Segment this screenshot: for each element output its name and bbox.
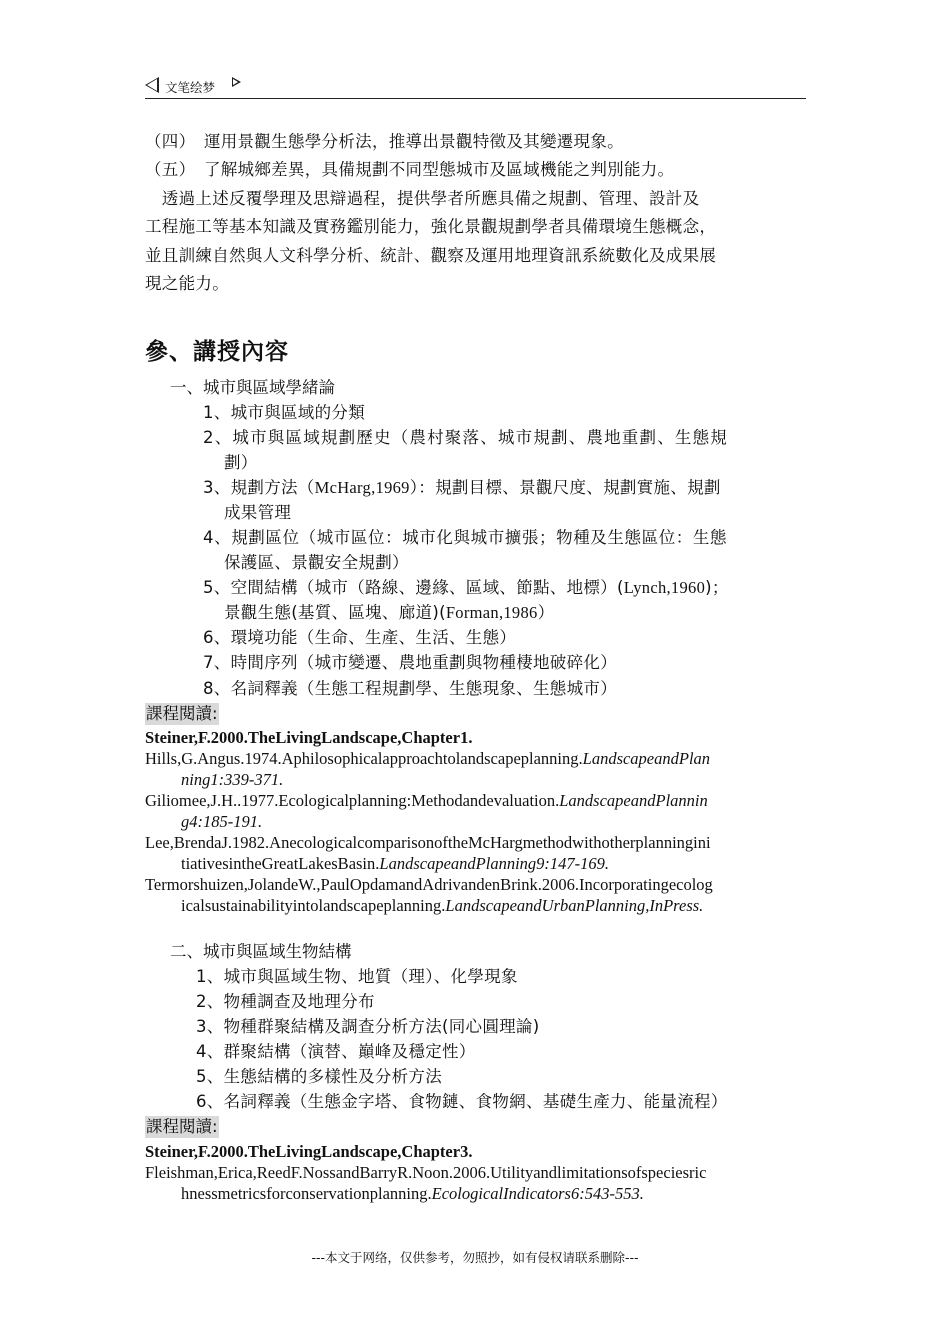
reading-entry-cont: tiativesintheGreatLakesBasin.LandscapeandPlanning9:147-169. <box>181 854 610 873</box>
reading-entry-cont: ning1:339-371. <box>181 770 284 789</box>
intro-paragraph-line: 現之能力。 <box>145 274 229 293</box>
reading-entry: Fleishman,Erica,ReedF.NossandBarryR.Noon.2006.Utilityandlimitationsofspeciesric <box>145 1163 707 1182</box>
unit-1-item-2-cont: 劃） <box>224 453 258 472</box>
unit-1-item-5: 5、空間結構（城市（路線、邊緣、區域、節點、地標）(Lynch,1960)； <box>203 578 729 597</box>
unit-1-item-7: 7、時間序列（城市變遷、農地重劃與物種棲地破碎化） <box>203 653 617 672</box>
page-header <box>145 74 806 99</box>
page-footer: ---本文于网络，仅供参考，勿照抄，如有侵权请联系删除--- <box>311 1250 639 1265</box>
unit-1-item-8: 8、名詞釋義（生態工程規劃學、生態現象、生態城市） <box>203 679 617 698</box>
reading-entry-cont: icalsustainabilityintolandscapeplanning.LandscapeandUrbanPlanning,InPress. <box>181 896 704 915</box>
unit-1-item-5-cont: 景觀生態(基質、區塊、廊道)(Forman,1986） <box>224 603 555 622</box>
reading-entry-cont: g4:185-191. <box>181 812 263 831</box>
triangle-left-icon <box>145 77 159 93</box>
reading-entry: Steiner,F.2000.TheLivingLandscape,Chapter1. <box>145 728 473 747</box>
unit-2-item-2: 2、物種調查及地理分布 <box>196 992 375 1011</box>
unit-2-item-3: 3、物種群聚結構及調查分析方法(同心圓理論) <box>196 1017 540 1036</box>
intro-paragraph-line: 透過上述反覆學理及思辯過程，提供學者所應具備之規劃、管理、設計及 <box>145 189 700 208</box>
unit-1-item-4: 4、規劃區位（城市區位：城市化與城市擴張；物種及生態區位：生態 <box>203 528 728 547</box>
unit-2-title: 二、城市與區域生物結構 <box>170 942 352 961</box>
intro-paragraph-line: 工程施工等基本知識及實務鑑別能力，強化景觀規劃學者具備環境生態概念， <box>145 217 717 236</box>
reading-entry: Giliomee,J.H..1977.Ecologicalplanning:Methodandevaluation.LandscapeandPlannin <box>145 791 708 810</box>
reading-label: 課程閱讀: <box>146 1117 218 1136</box>
unit-2-item-6: 6、名詞釋義（生態金字塔、食物鏈、食物網、基礎生產力、能量流程） <box>196 1092 728 1111</box>
unit-1-item-3-cont: 成果管理 <box>224 503 292 522</box>
triangle-right-icon <box>232 77 241 87</box>
reading-label: 課程閱讀: <box>146 704 218 723</box>
unit-1-item-6: 6、環境功能（生命、生產、生活、生態） <box>203 628 517 647</box>
reading-entry: Lee,BrendaJ.1982.AnecologicalcomparisonoftheMcHargmethodwithotherplanningini <box>145 833 711 852</box>
unit-1-item-4-cont: 保護區、景觀安全規劃） <box>224 553 409 572</box>
reading-entry-cont: hnessmetricsforconservationplanning.EcologicalIndicators6:543-553. <box>181 1184 644 1203</box>
unit-2-item-5: 5、生態結構的多樣性及分析方法 <box>196 1067 442 1086</box>
section-title: 參、講授內容 <box>145 339 289 365</box>
unit-1-item-1: 1、城市與區域的分類 <box>203 403 365 422</box>
reading-entry: Steiner,F.2000.TheLivingLandscape,Chapter3. <box>145 1142 473 1161</box>
reading-entry: Hills,G.Angus.1974.Aphilosophicalapproachtolandscapeplanning.LandscapeandPlan <box>145 749 711 768</box>
unit-1-title: 一、城市與區域學緒論 <box>170 378 335 397</box>
unit-2-item-1: 1、城市與區域生物、地質（理）、化學現象 <box>196 967 518 986</box>
objective-item-4: （四） 運用景觀生態學分析法，推導出景觀特徵及其變遷現象。 <box>145 132 624 151</box>
unit-2-item-4: 4、群聚結構（演替、巔峰及穩定性） <box>196 1042 476 1061</box>
reading-entry: Termorshuizen,JolandeW.,PaulOpdamandAdrivandenBrink.2006.Incorporatingecolog <box>145 875 713 894</box>
unit-1-item-3: 3、規劃方法（McHarg,1969）：規劃目標、景觀尺度、規劃實施、規劃 <box>203 478 721 497</box>
unit-1-item-2: 2、城市與區域規劃歷史（農村聚落、城市規劃、農地重劃、生態規 <box>203 428 728 447</box>
header-title: 文笔绘梦 <box>165 80 216 95</box>
objective-item-5: （五） 了解城鄉差異，具備規劃不同型態城市及區域機能之判別能力。 <box>145 160 675 179</box>
intro-paragraph-line: 並且訓練自然與人文科學分析、統計、觀察及運用地理資訊系統數化及成果展 <box>145 246 717 265</box>
